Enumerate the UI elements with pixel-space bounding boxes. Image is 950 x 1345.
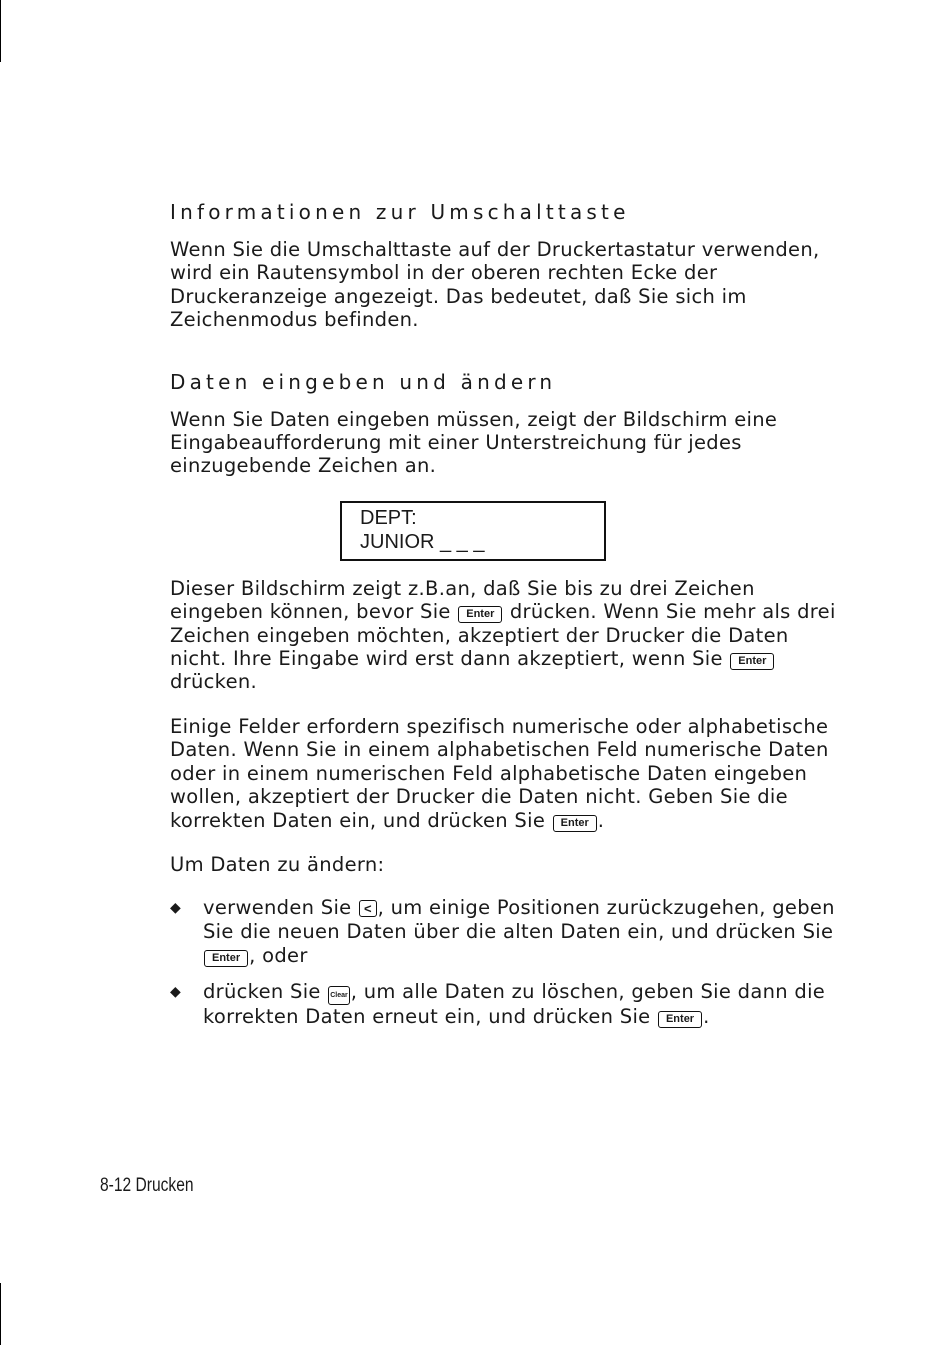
- display-line-2: JUNIOR _ _ _: [360, 530, 485, 553]
- list-item: [170, 896, 850, 968]
- text-run: , um alle Daten zu löschen, geben Sie dann die korrekten Daten erneut ein, und drücken Sie: [203, 980, 826, 1029]
- page-footer: 8-12 Drucken: [100, 1175, 194, 1196]
- display-line-1: DEPT:: [360, 506, 417, 529]
- section-heading-shift-key: Informationen zur Umschalttaste: [170, 200, 630, 224]
- paragraph-shift-key: Wenn Sie die Umschalttaste auf der Druckertastatur verwenden, wird ein Rautensymbol in der oberen rechten Ecke der Druckeranzeige angezeigt. Das bedeutet, daß Sie sich im Zeichenmodus befinden.: [170, 238, 820, 332]
- text-run: verwenden Sie: [203, 896, 358, 920]
- text-run: drücken Sie: [203, 980, 328, 1004]
- paragraph-change-intro: Um Daten zu ändern:: [170, 852, 385, 876]
- clear-key-icon: Clear: [328, 986, 350, 1005]
- diamond-bullet-icon: ◆: [170, 984, 182, 1001]
- enter-key-icon: Enter: [658, 1011, 702, 1028]
- text-run: , oder: [249, 944, 308, 968]
- text-run: , um einige Positionen zurückzugehen, geben Sie die neuen Daten über die alten Daten ein, und drücken Sie: [203, 896, 835, 944]
- page-content: [170, 198, 850, 1029]
- diamond-bullet-icon: ◆: [170, 900, 182, 917]
- printer-display-example: [340, 501, 606, 561]
- text-run: .: [703, 1005, 710, 1029]
- change-steps-list: [170, 896, 850, 1029]
- crop-mark-top: [0, 0, 1, 62]
- section-heading-data-entry: Daten eingeben und ändern: [170, 369, 557, 394]
- text-run: Dieser Bildschirm zeigt z.B.an, daß Sie bis zu drei Zeichen eingeben können, bevor Sie: [170, 576, 755, 624]
- enter-key-icon: Enter: [204, 950, 248, 967]
- text-run: drücken. Wenn Sie mehr als drei Zeichen eingeben möchten, akzeptiert der Drucker die Daten nicht. Ihre Eingabe wird erst dann akzeptiert, wenn Sie: [170, 600, 836, 671]
- paragraph-screen-explanation: [170, 577, 850, 694]
- back-arrow-key-icon: <: [359, 900, 377, 917]
- crop-mark-bottom: [0, 1283, 1, 1345]
- enter-key-icon: Enter: [553, 815, 597, 832]
- text-run: drücken.: [170, 670, 258, 694]
- text-run: .: [597, 808, 605, 832]
- list-item: [170, 980, 850, 1029]
- text-run: Einige Felder erfordern spezifisch numerische oder alphabetische Daten. Wenn Sie in einem alphabetischen Feld numerische Daten oder in einem numerischen Feld alphabetische Daten eingeben wollen, akzeptiert der Drucker die Daten nicht. Geben Sie die korrekten Daten ein, und drücken Sie: [170, 714, 829, 832]
- paragraph-data-entry: Wenn Sie Daten eingeben müssen, zeigt der Bildschirm eine Eingabeaufforderung mit einer Unterstreichung für jedes einzugebende Zeichen an.: [170, 407, 778, 478]
- paragraph-field-types: [170, 715, 850, 832]
- enter-key-icon: Enter: [458, 606, 502, 623]
- enter-key-icon: Enter: [730, 653, 774, 670]
